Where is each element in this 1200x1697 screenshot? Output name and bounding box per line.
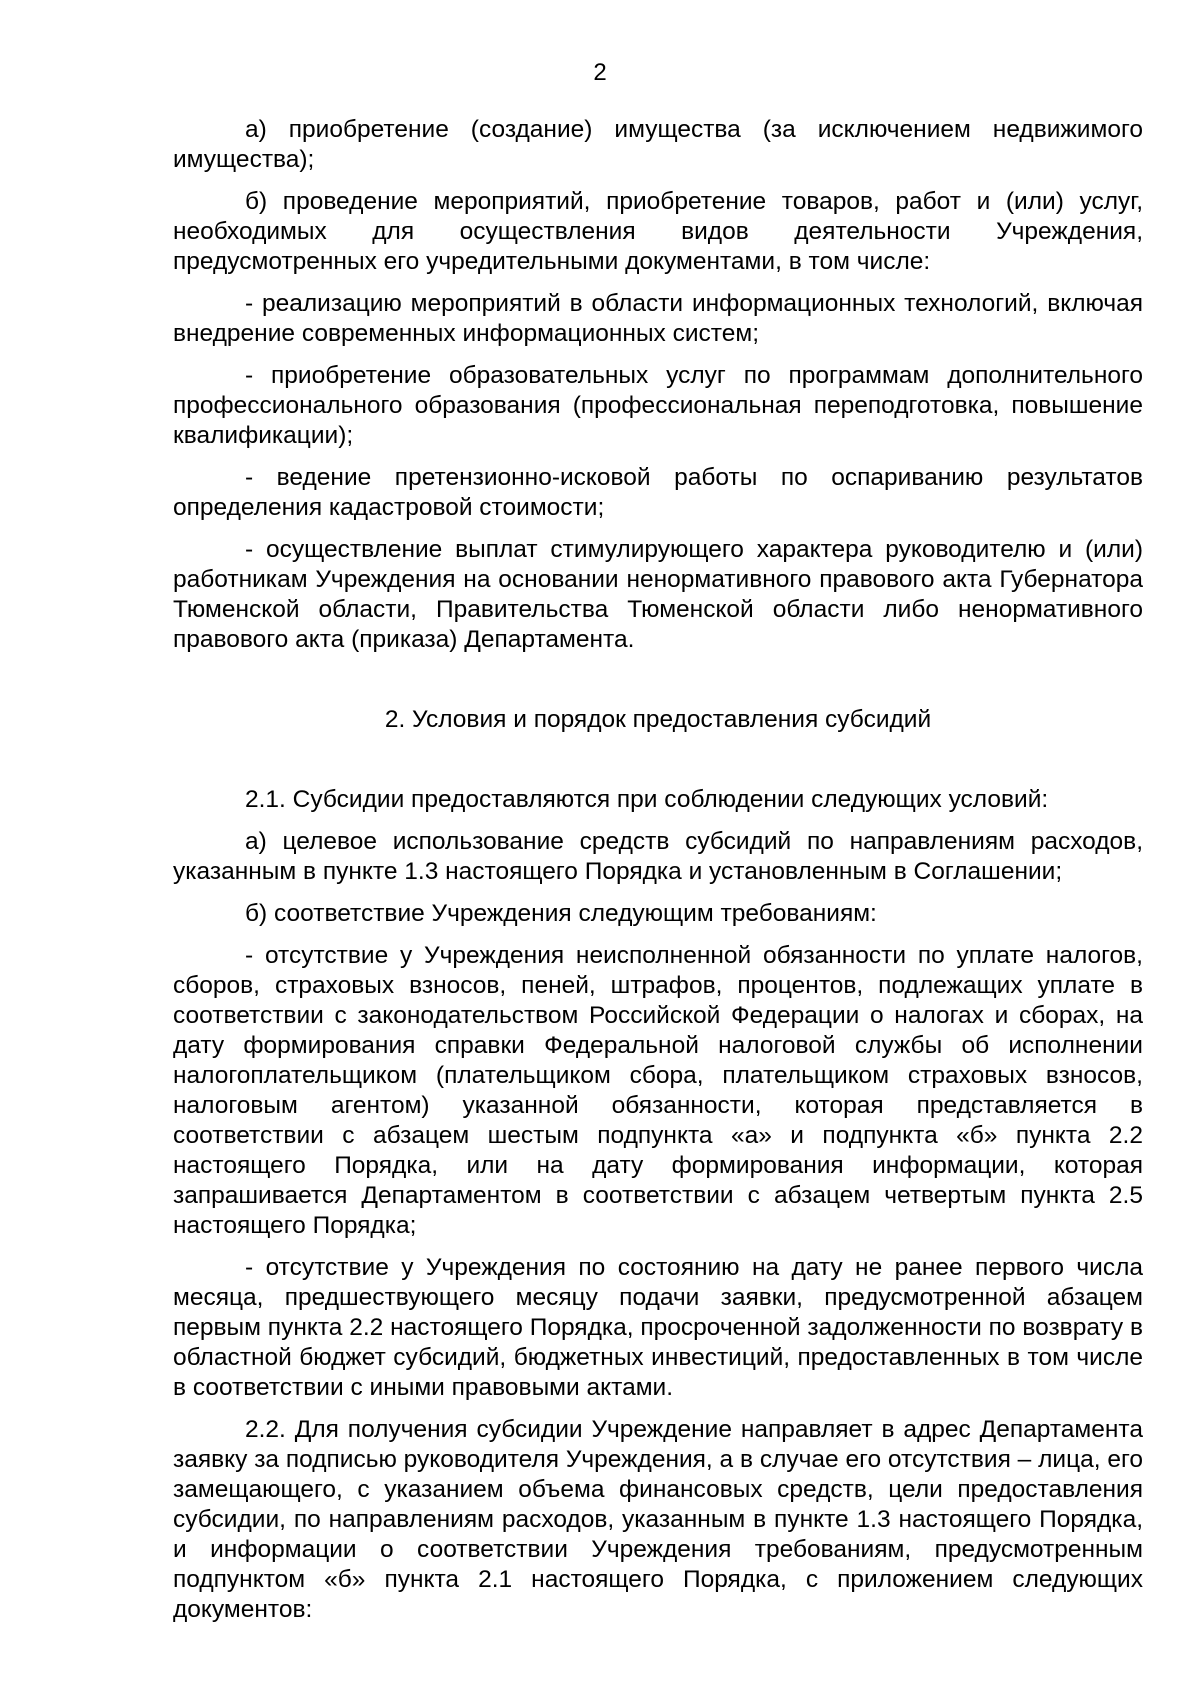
paragraph-2-1-conditions: 2.1. Субсидии предоставляются при соблюдении следующих условий:: [245, 786, 1049, 813]
document-body: [173, 115, 1143, 1637]
paragraph-target-use: а) целевое использование средств субсидий по направлениям расходов, указанным в пункте 1.3 настоящего Порядка и установленным в Соглашении;: [173, 828, 1143, 885]
paragraph-incentive-payments: - осуществление выплат стимулирующего характера руководителю и (или) работникам Учреждения на основании ненормативного правового акта Губернатора Тюменской области, Правительства Тюменской области либо ненормативного правового акта (приказа) Департамента.: [173, 536, 1143, 653]
paragraph-claims-work: - ведение претензионно-исковой работы по оспариванию результатов определения кадастровой стоимости;: [173, 464, 1143, 521]
paragraph-compliance: б) соответствие Учреждения следующим требованиям:: [245, 900, 877, 927]
section-heading: 2. Условия и порядок предоставления субсидий: [384, 706, 932, 733]
paragraph-2-2-application: 2.2. Для получения субсидии Учреждение направляет в адрес Департамента заявку за подписью руководителя Учреждения, а в случае его отсутствия – лица, его замещающего, с указанием объема финансовых средств, цели предоставления субсидии, по направлениям расходов, указанным в пункте 1.3 настоящего Порядка, и информации о соответствии Учреждения требованиям, предусмотренным подпунктом «б» пункта 2.1 настоящего Порядка, с приложением следующих документов:: [173, 1416, 1143, 1623]
paragraph-no-tax-debt: - отсутствие у Учреждения неисполненной обязанности по уплате налогов, сборов, страховых взносов, пеней, штрафов, процентов, подлежащих уплате в соответствии с законодательством Российской Федерации о налогах и сборах, на дату формирования справки Федеральной налоговой службы об исполнении налогоплательщиком (плательщиком сбора, плательщиком страховых взносов, налоговым агентом) указанной обязанности, которая представляется в соответствии с абзацем шестым подпункта «а» и подпункта «б» пункта 2.2 настоящего Порядка, или на дату формирования информации, которая запрашивается Департаментом в соответствии с абзацем четвертым пункта 2.5 настоящего Порядка;: [173, 942, 1143, 1239]
paragraph-acquisition-property: а) приобретение (создание) имущества (за исключением недвижимого имущества);: [173, 116, 1143, 173]
paragraph-it-measures: - реализацию мероприятий в области информационных технологий, включая внедрение современных информационных систем;: [173, 290, 1143, 347]
paragraph-events-goods-services: б) проведение мероприятий, приобретение товаров, работ и (или) услуг, необходимых для осуществления видов деятельности Учреждения, предусмотренных его учредительными документами, в том числе:: [173, 188, 1143, 275]
paragraph-education-services: - приобретение образовательных услуг по программам дополнительного профессионального образования (профессиональная переподготовка, повышение квалификации);: [173, 362, 1143, 449]
page-number: 2: [593, 59, 607, 86]
paragraph-no-overdue-debt: - отсутствие у Учреждения по состоянию на дату не ранее первого числа месяца, предшествующего месяцу подачи заявки, предусмотренной абзацем первым пункта 2.2 настоящего Порядка, просроченной задолженности по возврату в областной бюджет субсидий, бюджетных инвестиций, предоставленных в том числе в соответствии с иными правовыми актами.: [173, 1254, 1143, 1401]
